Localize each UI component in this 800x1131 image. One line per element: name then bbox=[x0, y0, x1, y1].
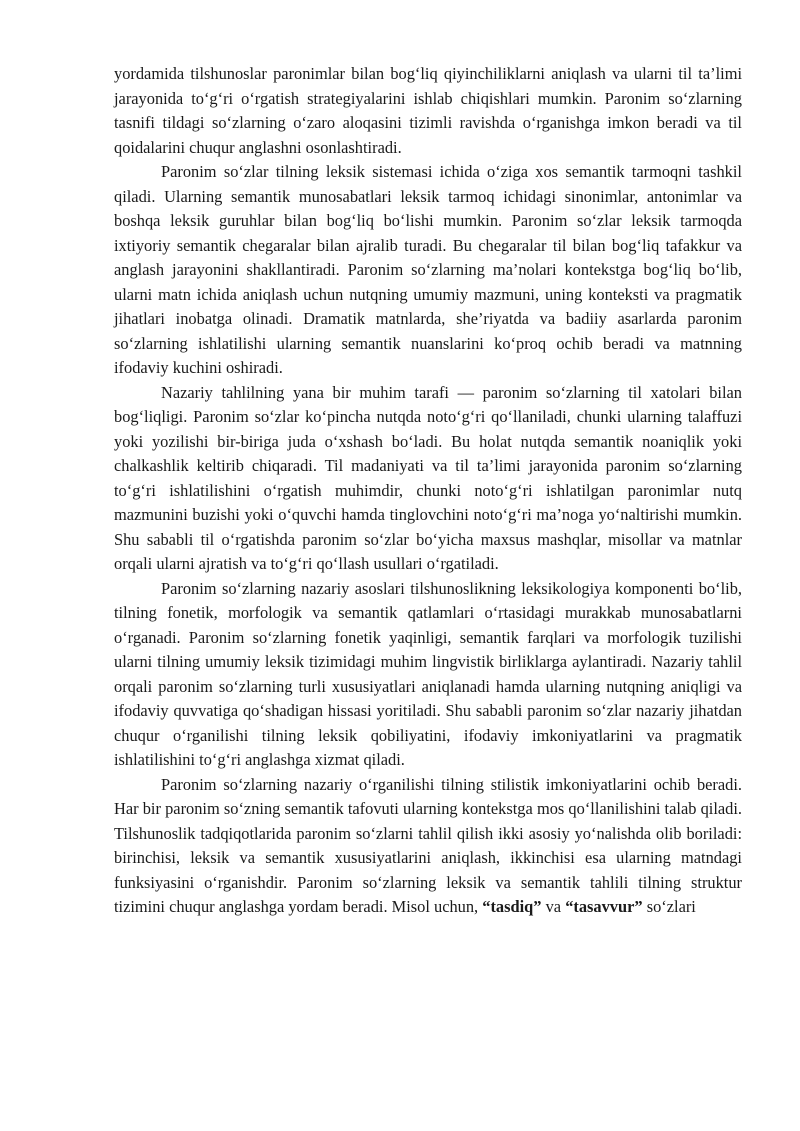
paragraph-semantic-network: Paronim so‘zlar tilning leksik sistemasi ichida o‘ziga xos semantik tarmoqni tashkil qiladi. Ularning semantik munosabatlari leksik tarmoq ichidagi sinonimlar, antonimlar va boshqa leksik guruhlar bilan bog‘liq bo‘lishi mumkin. Paronim so‘zlar leksik tarmoqda ixtiyoriy semantik chegaralar bilan ajralib turadi. Bu chegaralar til bilan bog‘liq tafakkur va anglash jarayonini shakllantiradi. Paronim so‘zlarning ma’nolari kontekstga bog‘liq bo‘lib, ularni matn ichida aniqlash uchun nutqning umumiy mazmuni, uning konteksti va pragmatik jihatlari inobatga olinadi. Dramatik matnlarda, she’riyatda va badiiy asarlarda paronim so‘zlarning ishlatilishi ularning semantik nuanslarini ko‘proq ochib beradi va matnning ifodaviy kuchini oshiradi. bbox=[114, 162, 742, 377]
paragraph-continuation: yordamida tilshunoslar paronimlar bilan bog‘liq qiyinchiliklarni aniqlash va ularni til ta’limi jarayonida to‘g‘ri o‘rgatish strategiyalarini ishlab chiqishlari mumkin. Paronim so‘zlarning tasnifi tildagi so‘zlarning o‘zaro aloqasini tizimli ravishda o‘rganishga imkon beradi va til qoidalarini chuqur anglashni osonlashtiradi. bbox=[114, 64, 742, 157]
document-page bbox=[114, 62, 742, 920]
paragraph-text-before: Paronim so‘zlarning nazariy o‘rganilishi tilning stilistik imkoniyatlarini ochib beradi. Har bir paronim so‘zning semantik tafovuti ularning kontekstga mos qo‘llanilishini talab qiladi. Tilshunoslik tadqiqotlarida paronim so‘zlarni tahlil qilish ikki asosiy yo‘nalishda olib boriladi: birinchisi, leksik va semantik xususiyatlarini aniqlash, ikkinchisi esa ularning matndagi funksiyasini o‘rganishdir. Paronim so‘zlarning leksik va semantik tahlili tilning struktur tizimini chuqur anglashga yordam beradi. Misol uchun, bbox=[114, 774, 742, 916]
example-word-tasdiq: “tasdiq” bbox=[482, 897, 542, 916]
paragraph-theoretical-foundations: Paronim so‘zlarning nazariy asoslari tilshunoslikning leksikologiya komponenti bo‘lib, tilning fonetik, morfologik va semantik qatlamlari o‘rtasidagi murakkab munosabatlarni o‘rganadi. Paronim so‘zlarning fonetik yaqinligi, semantik farqlari va morfologik tuzilishi ularni tilning umumiy leksik tizimidagi muhim lingvistik birliklarga aylantiradi. Nazariy tahlil orqali paronim so‘zlarning turli xususiyatlari aniqlanadi hamda ularning nutqning aniqligi va ifodaviy quvvatiga qo‘shadigan hissasi yoritiladi. Shu sababli paronim so‘zlar nazariy jihatdan chuqur o‘rganilishi tilning leksik qobiliyatini, ifodaviy imkoniyatlarini va pragmatik ishlatilishini to‘g‘ri anglashga xizmat qiladi. bbox=[114, 578, 742, 769]
example-word-tasavvur: “tasavvur” bbox=[565, 897, 643, 916]
paragraph-stylistic-possibilities bbox=[114, 773, 742, 920]
paragraph-text-middle: va bbox=[545, 897, 562, 916]
paragraph-language-errors: Nazariy tahlilning yana bir muhim tarafi — paronim so‘zlarning til xatolari bilan bog‘liqligi. Paronim so‘zlar ko‘pincha nutqda noto‘g‘ri qo‘llaniladi, chunki ularning talaffuzi yoki yozilishi bir-biriga juda o‘xshash bo‘ladi. Bu holat nutqda semantik noaniqlik yoki chalkashlik keltirib chiqaradi. Til madaniyati va til ta’limi jarayonida paronim so‘zlarning to‘g‘ri ishlatilishini o‘rgatish muhimdir, chunki noto‘g‘ri ishlatilgan paronimlar nutq mazmunini buzishi yoki o‘quvchi hamda tinglovchini noto‘g‘ri ma’noga yo‘naltirishi mumkin. Shu sababli til o‘rgatishda paronim so‘zlar bo‘yicha maxsus mashqlar, misollar va matnlar orqali ularni ajratish va to‘g‘ri qo‘llash usullari o‘rgatiladi. bbox=[114, 382, 742, 573]
paragraph-text-after: so‘zlari bbox=[646, 897, 696, 916]
